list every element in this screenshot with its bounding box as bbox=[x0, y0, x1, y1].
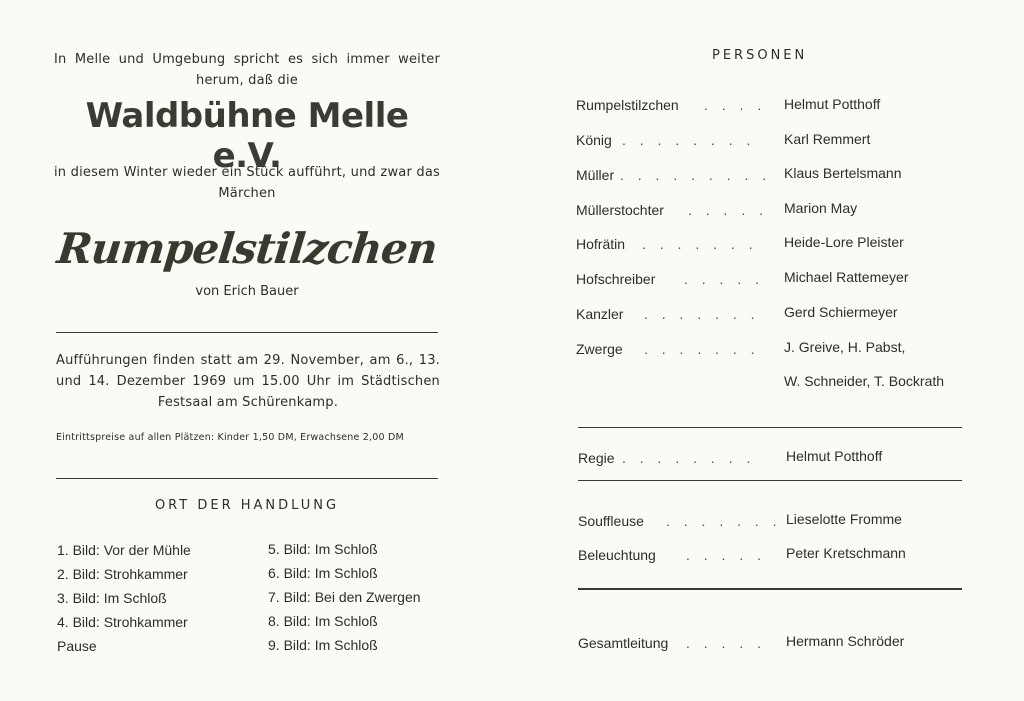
scene-item: 6. Bild: Im Schloß bbox=[268, 565, 378, 581]
role-name: Regie bbox=[578, 450, 615, 466]
ticket-prices: Eintrittspreise auf allen Plätzen: Kinder 1,50 DM, Erwachsene 2,00 DM bbox=[56, 432, 404, 443]
role-name: Müller bbox=[576, 167, 615, 183]
role-name: Müllerstochter bbox=[576, 202, 664, 218]
intro-text-2: in diesem Winter wieder ein Stück aufführt, und zwar das Märchen bbox=[54, 165, 440, 201]
leader-dots: . . . . . . . bbox=[644, 341, 760, 357]
scene-item: 8. Bild: Im Schloß bbox=[268, 613, 378, 629]
actor-name: Lieselotte Fromme bbox=[786, 511, 902, 527]
actor-name: Michael Rattemeyer bbox=[784, 269, 909, 285]
leader-dots: . . . . . . . . bbox=[622, 132, 756, 148]
actor-name: W. Schneider, T. Bockrath bbox=[784, 373, 945, 389]
actor-name: Hermann Schröder bbox=[786, 633, 905, 649]
actor-name: Marion May bbox=[784, 200, 858, 216]
leader-dots: . . . . . . . . bbox=[622, 450, 756, 466]
leader-dots: . . . . . bbox=[686, 547, 767, 563]
role-name: Kanzler bbox=[576, 306, 624, 322]
leader-dots: . . . . . . . bbox=[666, 513, 782, 529]
actor-name: Klaus Bertelsmann bbox=[784, 165, 902, 181]
actor-name: Helmut Potthoff bbox=[786, 448, 883, 464]
role-name: Rumpelstilzchen bbox=[576, 97, 679, 113]
author-line: von Erich Bauer bbox=[195, 284, 299, 299]
actor-name: Karl Remmert bbox=[784, 131, 871, 147]
scene-item: 2. Bild: Strohkammer bbox=[57, 566, 188, 582]
role-name: Gesamtleitung bbox=[578, 635, 669, 651]
leader-dots: . . . . . . . bbox=[644, 306, 760, 322]
role-name: Hofschreiber bbox=[576, 271, 656, 287]
actor-name: Gerd Schiermeyer bbox=[784, 304, 898, 320]
actor-name: J. Greive, H. Pabst, bbox=[784, 339, 906, 355]
scene-item: 1. Bild: Vor der Mühle bbox=[57, 542, 191, 558]
divider bbox=[56, 332, 438, 333]
leader-dots: . . . . . bbox=[684, 271, 765, 287]
scene-item: 9. Bild: Im Schloß bbox=[268, 637, 378, 653]
scene-item: 3. Bild: Im Schloß bbox=[57, 590, 167, 606]
role-name: Hofrätin bbox=[576, 236, 626, 252]
role-name: Souffleuse bbox=[578, 513, 644, 529]
organization-title: Waldbühne Melle e.V. bbox=[85, 96, 409, 176]
actor-name: Helmut Potthoff bbox=[784, 96, 881, 112]
actor-name: Peter Kretschmann bbox=[786, 545, 906, 561]
scene-list-right bbox=[268, 537, 421, 657]
role-name: Zwerge bbox=[576, 341, 623, 357]
divider bbox=[578, 427, 962, 428]
role-name: König bbox=[576, 132, 612, 148]
performance-dates: Aufführungen finden statt am 29. November, am 6., 13. und 14. Dezember 1969 um 15.00 Uhr im Städtischen Festsaal am Schürenkamp. bbox=[56, 353, 440, 410]
leader-dots: . . . . . bbox=[686, 635, 767, 651]
setting-heading: ORT DER HANDLUNG bbox=[154, 498, 340, 513]
cast-heading: PERSONEN bbox=[712, 48, 808, 63]
intermission: Pause bbox=[57, 638, 97, 654]
divider bbox=[56, 478, 438, 479]
divider bbox=[578, 588, 962, 590]
leader-dots: . . . . . . . bbox=[642, 236, 758, 252]
intro-text: In Melle und Umgebung spricht es sich immer weiter herum, daß die bbox=[54, 52, 440, 88]
divider bbox=[578, 480, 962, 481]
actor-name: Heide-Lore Pleister bbox=[784, 234, 904, 250]
scene-list-left bbox=[57, 538, 191, 658]
role-name: Beleuchtung bbox=[578, 547, 656, 563]
play-title: Rumpelstilzchen bbox=[54, 224, 440, 273]
leader-dots: . . . . bbox=[704, 97, 767, 113]
leader-dots: . . . . . bbox=[688, 202, 769, 218]
scene-item: 4. Bild: Strohkammer bbox=[57, 614, 188, 630]
leader-dots: . . . . . . . . . bbox=[620, 167, 772, 183]
scene-item: 5. Bild: Im Schloß bbox=[268, 541, 378, 557]
scene-item: 7. Bild: Bei den Zwergen bbox=[268, 589, 421, 605]
